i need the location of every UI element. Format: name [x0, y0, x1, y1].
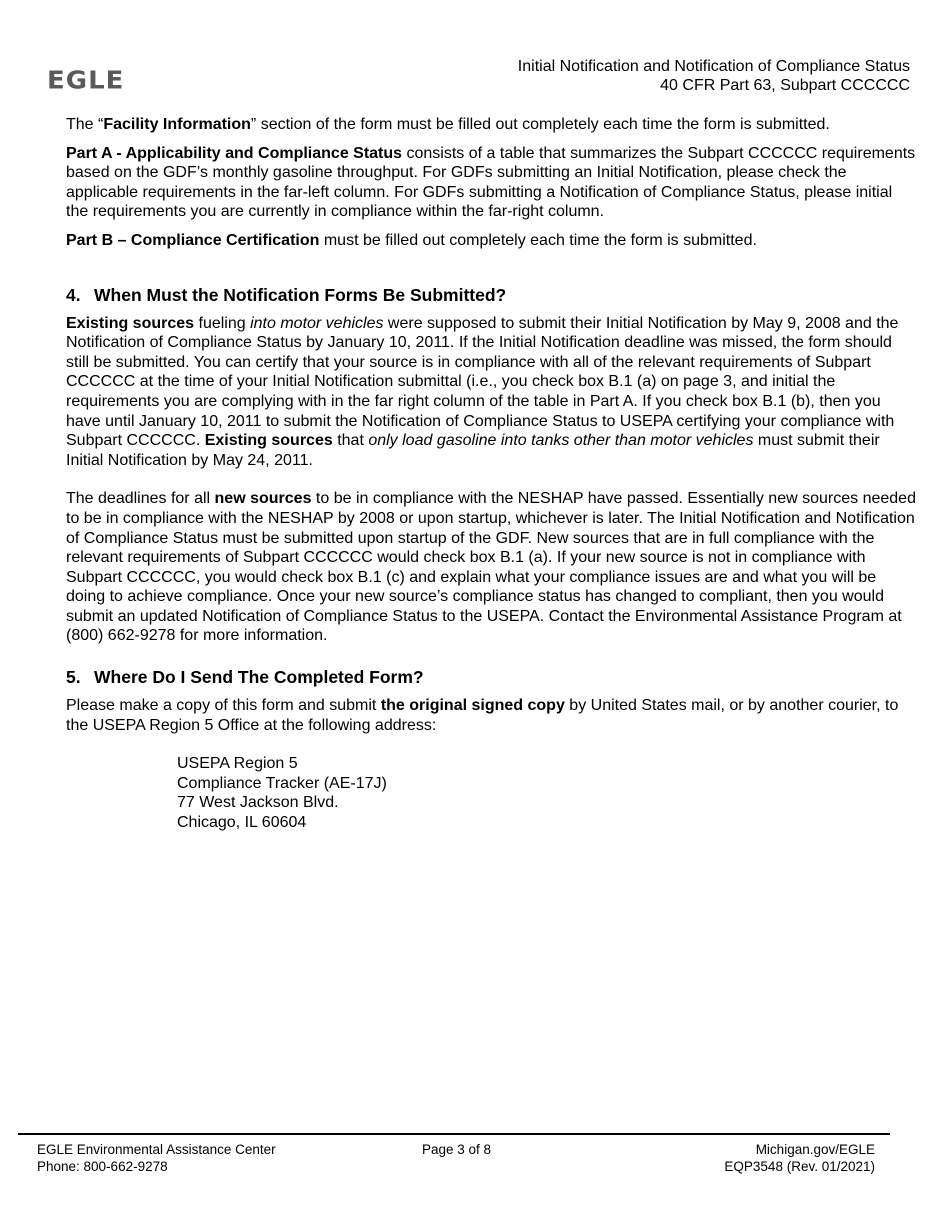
footer-phone: Phone: 800-662-9278 — [37, 1159, 168, 1174]
footer-divider — [18, 1133, 890, 1135]
address-line: Chicago, IL 60604 — [177, 814, 307, 832]
footer-form-id: EQP3548 (Rev. 01/2021) — [724, 1159, 875, 1174]
part-a-paragraph: Part A - Applicability and Compliance Status consists of a table that summarizes the Subpart CCCCCC requirements based on the GDF’s monthly gasoline throughput. For GDFs submitting an Initial Notification, please check the applicable requirements in the far-left column. For GDFs submitting a Notification of Compliance Status, please initial the requirements you are currently in compliance within the far-right column. — [66, 144, 916, 221]
document-body — [66, 115, 916, 833]
new-sources-paragraph: The deadlines for all new sources to be in compliance with the NESHAP have passed. Essentially new sources needed to be in compliance with the NESHAP by 2008 or upon startup, whichever is later. The Initial Notification and Notification of Compliance Status must be submitted upon startup of the GDF. New sources that are in full compliance with the relevant requirements of Subpart CCCCCC would check box B.1 (a). If your new source is not in compliance with Subpart CCCCCC, you would check box B.1 (c) and explain what your compliance issues are and what you will be doing to achieve compliance. Once your new source’s compliance status has changed to compliant, then you would submit an updated Notification of Compliance Status to the USEPA. Contact the Environmental Assistance Program at (800) 662-9278 for more information. — [66, 490, 916, 645]
page-header — [518, 57, 910, 95]
egle-logo: EGLE — [47, 66, 125, 96]
footer-page-number: Page 3 of 8 — [422, 1142, 492, 1157]
mailing-address — [177, 754, 916, 832]
part-b-paragraph: Part B – Compliance Certification must be filled out completely each time the form is submitted. — [66, 231, 757, 249]
send-instructions-paragraph: Please make a copy of this form and submit the original signed copy by United States mail, or by another courier, to the USEPA Region 5 Office at the following address: — [66, 697, 899, 734]
footer-right — [724, 1141, 875, 1175]
header-regulation: 40 CFR Part 63, Subpart CCCCCC — [660, 77, 910, 94]
facility-info-paragraph: The “Facility Information” section of the form must be filled out completely each time the form is submitted. — [66, 116, 830, 133]
section-4-heading: 4. When Must the Notification Forms Be Submitted? — [66, 284, 507, 305]
existing-sources-paragraph: Existing sources fueling into motor vehicles were supposed to submit their Initial Notification by May 9, 2008 and the Notification of Compliance Status by January 10, 2011. If the Initial Notification deadline was missed, the form should still be submitted. You can certify that your source is in compliance with all of the relevant requirements of Subpart CCCCCC at the time of your Initial Notification submittal (i.e., you check box B.1 (a) on page 3, and initial the requirements you are complying with in the far right column of the table in Part A. If you check box B.1 (b), then you have until January 10, 2011 to submit the Notification of Compliance Status to USEPA certifying your compliance with Subpart CCCCCC. Existing sources that only load gasoline into tanks other than motor vehicles must submit their Initial Notification by May 24, 2011. — [66, 314, 899, 469]
address-line: 77 West Jackson Blvd. — [177, 794, 339, 812]
address-line: Compliance Tracker (AE-17J) — [177, 774, 387, 792]
footer-website: Michigan.gov/EGLE — [755, 1142, 875, 1157]
address-line: USEPA Region 5 — [177, 755, 298, 773]
header-title: Initial Notification and Notification of Compliance Status — [517, 58, 910, 75]
footer-org: EGLE Environmental Assistance Center — [37, 1142, 276, 1157]
footer-left — [37, 1141, 276, 1175]
section-5-heading: 5. Where Do I Send The Completed Form? — [66, 667, 424, 688]
